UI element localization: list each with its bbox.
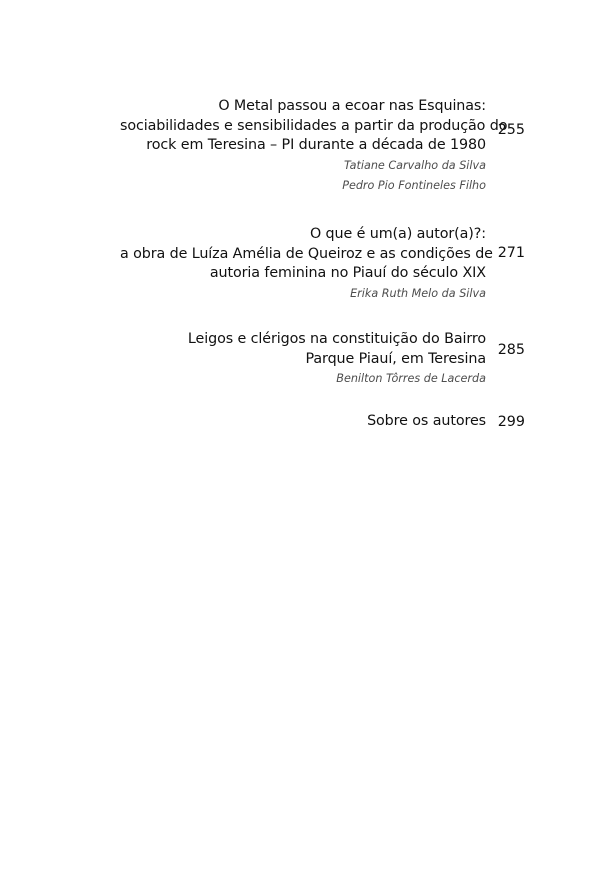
- page-number[interactable]: 255: [497, 122, 525, 138]
- entry-title-line: O Metal passou a ecoar nas Esquinas:: [218, 98, 486, 114]
- toc-entry-text: [120, 412, 486, 432]
- entry-title-line: Leigos e clérigos na constituição do Bairro: [187, 331, 486, 347]
- entry-title-line: rock em Teresina – PI durante a década de 1980: [146, 137, 486, 153]
- toc-entry-text: [120, 225, 493, 304]
- page-number[interactable]: 271: [497, 245, 525, 261]
- entry-title-line: Sobre os autores: [367, 413, 486, 429]
- page-number[interactable]: 285: [497, 342, 525, 358]
- entry-title-line: O que é um(a) autor(a)?:: [309, 226, 486, 242]
- entry-title-line: a obra de Luíza Amélia de Queiroz e as condições de: [120, 245, 493, 262]
- entry-author: Benilton Tôrres de Lacerda: [336, 372, 486, 385]
- entry-author: Erika Ruth Melo da Silva: [350, 286, 486, 300]
- entry-author: Pedro Pio Fontineles Filho: [342, 178, 486, 192]
- entry-author: Tatiane Carvalho da Silva: [343, 158, 486, 172]
- entry-title-line: autoria feminina no Piauí do século XIX: [209, 265, 486, 281]
- toc-entry-text: [120, 97, 508, 196]
- toc-entry-text: [120, 330, 486, 389]
- entry-title-line: Parque Piauí, em Teresina: [305, 350, 486, 367]
- entry-title-line: sociabilidades e sensibilidades a partir da produção do: [120, 117, 508, 134]
- page-number[interactable]: 299: [497, 414, 525, 430]
